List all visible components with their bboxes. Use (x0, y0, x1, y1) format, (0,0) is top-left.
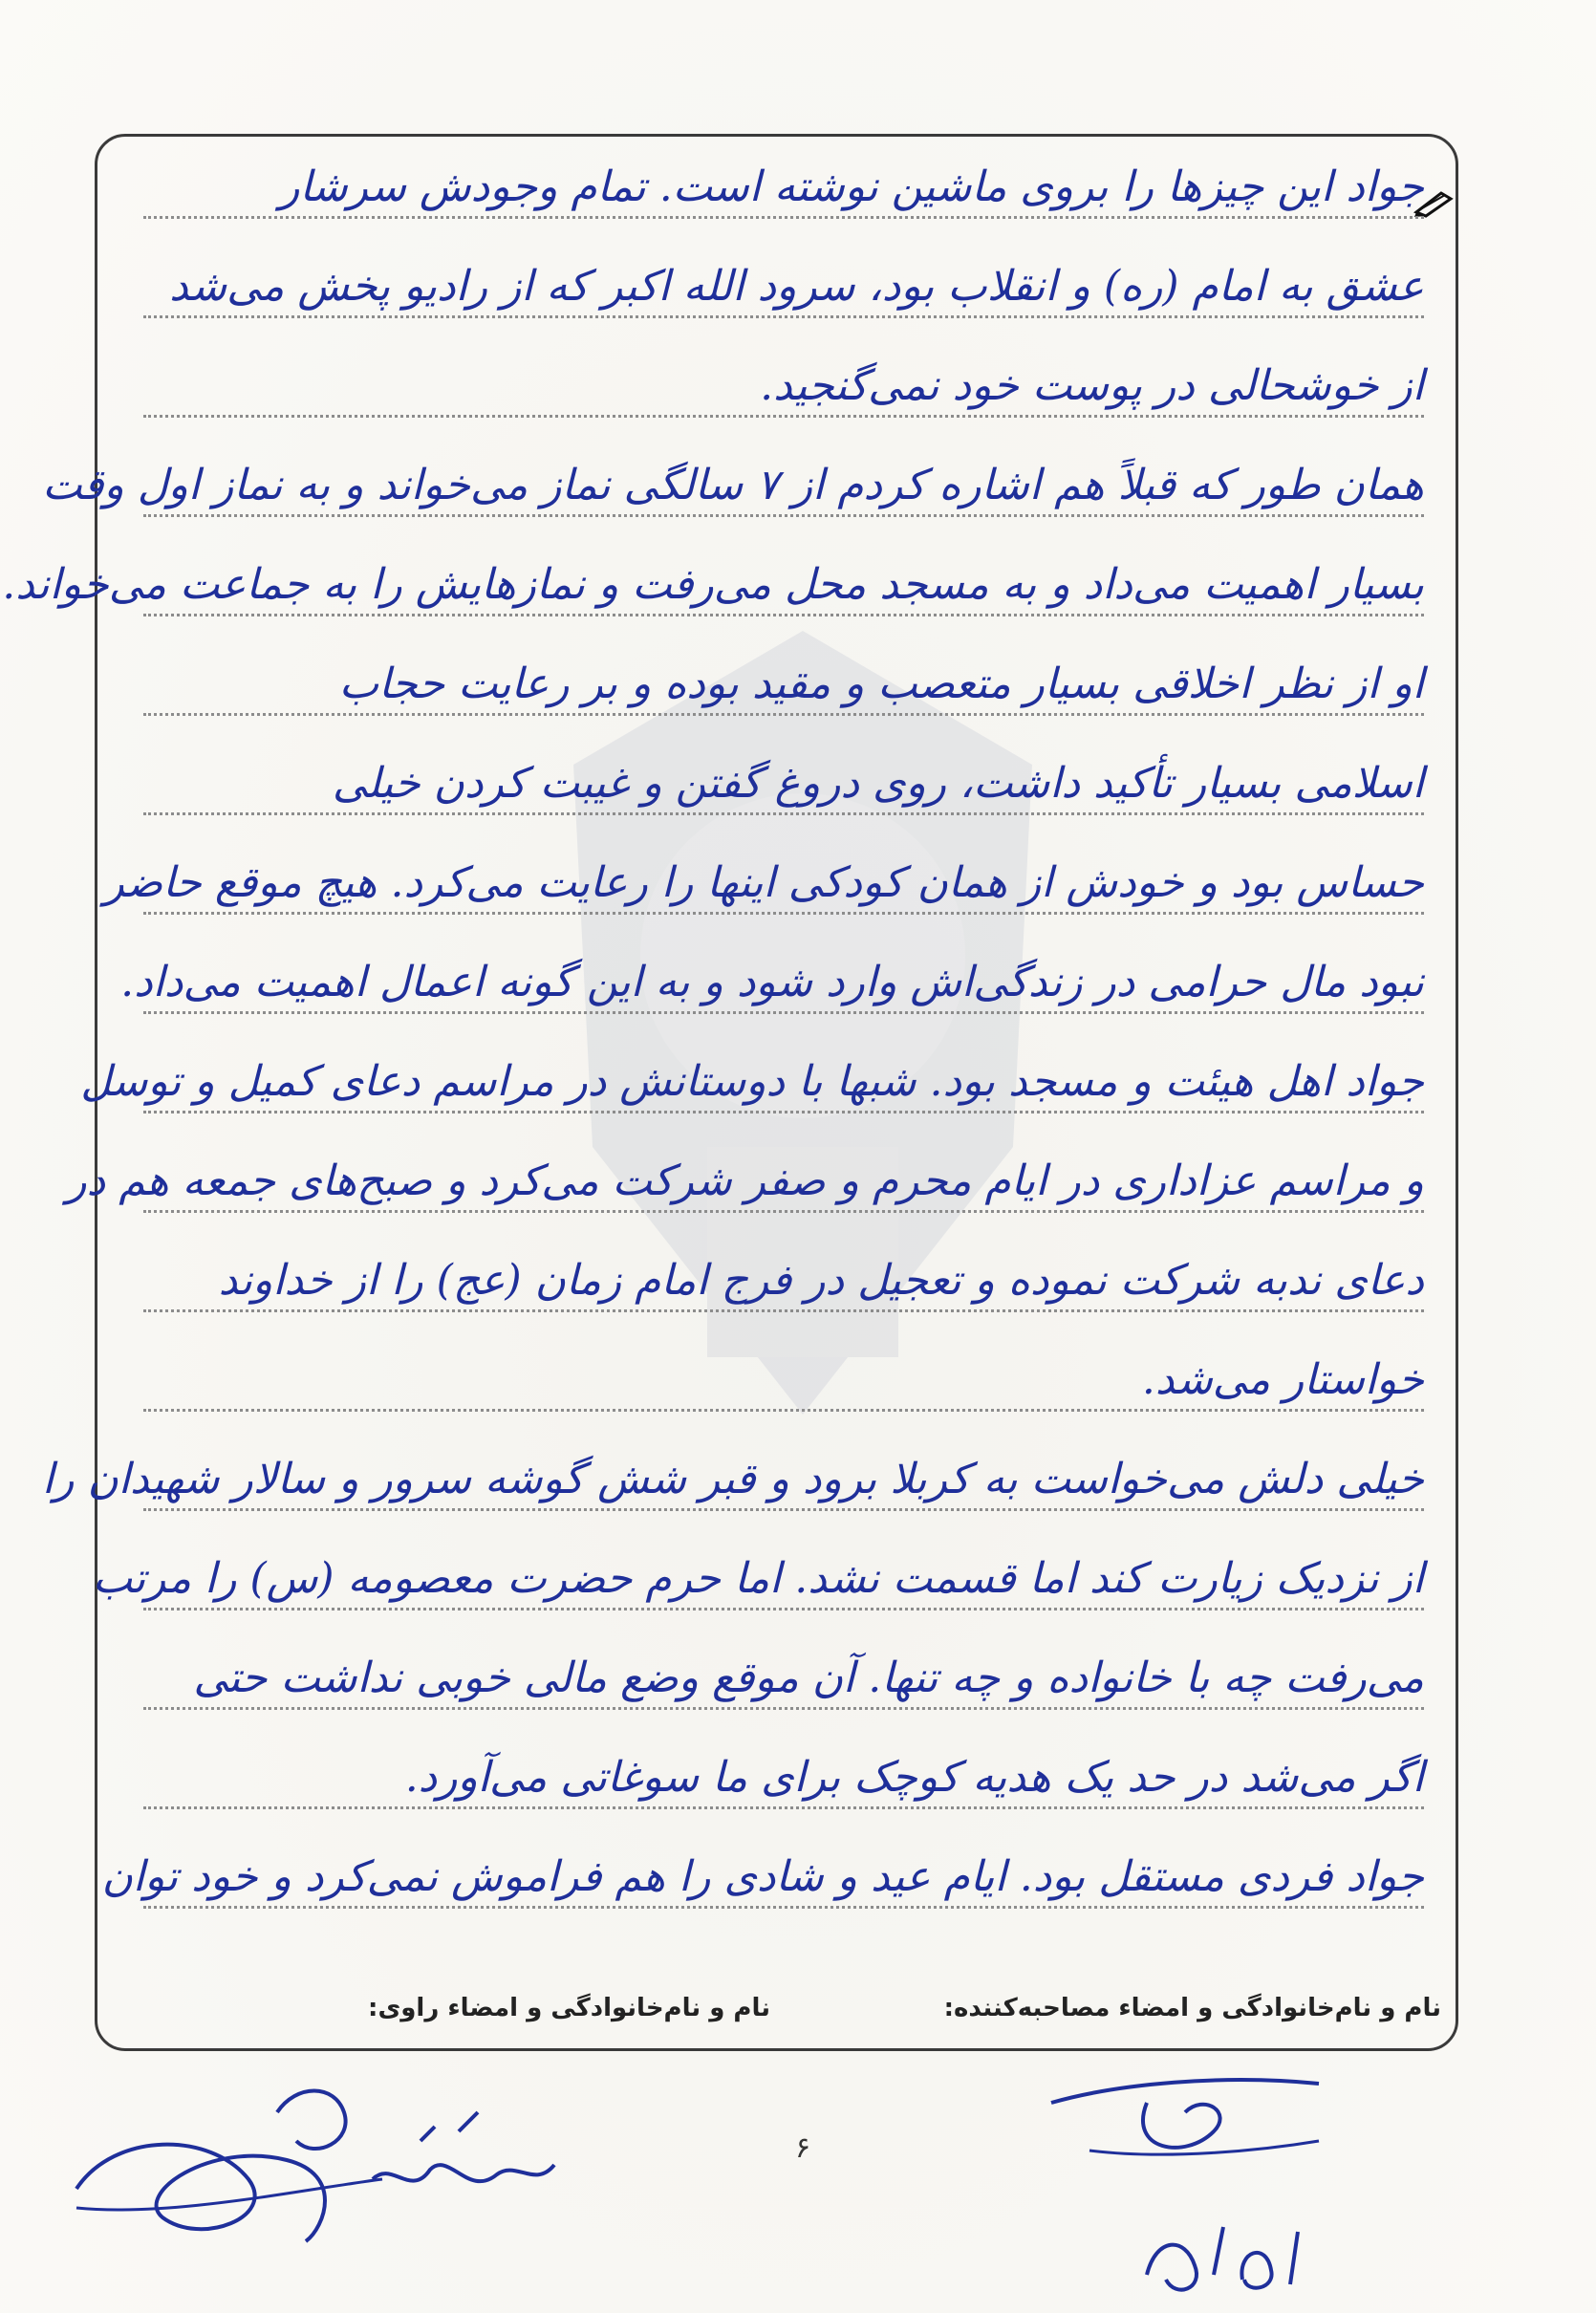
signature-labels (95, 1988, 1458, 2036)
handwritten-line: حساس بود و خودش از همان کودکی اینها را رعایت می‌کرد. هیچ موقع حاضر (103, 858, 1424, 907)
interviewer-signature (1032, 2045, 1395, 2313)
handwritten-line: می‌رفت چه با خانواده و چه تنها. آن موقع وضع مالی خوبی نداشت حتی (193, 1654, 1424, 1702)
handwritten-line: خواستار می‌شد. (1141, 1355, 1424, 1404)
ruled-line (143, 912, 1424, 915)
ruled-line (143, 1309, 1424, 1312)
handwritten-line: نبود مال حرامی در زندگی‌اش وارد شود و به این گونه اعمال اهمیت می‌داد. (120, 958, 1424, 1006)
ruled-line (143, 1210, 1424, 1213)
ruled-line (143, 415, 1424, 418)
ruled-line (143, 1707, 1424, 1710)
ruled-line (143, 315, 1424, 318)
handwritten-line: از نزدیک زیارت کند اما قسمت نشد. اما حرم حضرت معصومه (س) را مرتب (92, 1554, 1424, 1603)
handwritten-line: اسلامی بسیار تأکید داشت، روی دروغ گفتن و غیبت کردن خیلی (332, 759, 1424, 808)
handwritten-line: از خوشحالی در پوست خود نمی‌گنجید. (760, 361, 1424, 410)
handwritten-line: دعای ندبه شرکت نموده و تعجیل در فرج امام زمان (عج) را از خداوند (218, 1256, 1424, 1305)
handwritten-line: او از نظر اخلاقی بسیار متعصب و مقید بوده و بر رعایت حجاب (338, 659, 1424, 708)
ruled-line (143, 1011, 1424, 1014)
ruled-line (143, 713, 1424, 716)
ruled-line (143, 614, 1424, 616)
narrator-signature-label: نام و نام‌خانوادگی و امضاء راوی: (368, 1994, 770, 2022)
ruled-line (143, 1111, 1424, 1113)
handwritten-line: و مراسم عزاداری در ایام محرم و صفر شرکت می‌کرد و صبح‌های جمعه هم در (66, 1156, 1424, 1205)
ruled-line (143, 1906, 1424, 1909)
ruled-line (143, 812, 1424, 815)
handwritten-line: عشق به امام (ره) و انقلاب بود، سرود الله اکبر که از رادیو پخش می‌شد (169, 262, 1424, 311)
ruled-line (143, 216, 1424, 219)
handwritten-line: خیلی دلش می‌خواست به کربلا برود و قبر شش گوشه سرور و سالار شهیدان را (42, 1455, 1424, 1503)
handwritten-line: جواد فردی مستقل بود. ایام عید و شادی را هم فراموش نمی‌کرد و خود توان (101, 1852, 1424, 1901)
handwritten-line: همان طور که قبلاً هم اشاره کردم از ۷ سالگی نماز می‌خواند و به نماز اول وقت (42, 461, 1424, 509)
ruled-line (143, 514, 1424, 517)
ruled-line (143, 1508, 1424, 1511)
narrator-signature (57, 2074, 593, 2265)
handwritten-line: جواد این چیزها را بروی ماشین نوشته است. تمام وجودش سرشار (279, 162, 1424, 211)
ruled-line (143, 1608, 1424, 1610)
handwritten-line: جواد اهل هیئت و مسجد بود. شبها با دوستانش در مراسم دعای کمیل و توسل (80, 1057, 1424, 1106)
ruled-line (143, 1409, 1424, 1412)
handwritten-line: بسیار اهمیت می‌داد و به مسجد محل می‌رفت و نمازهایش را به جماعت می‌خواند. (2, 560, 1424, 609)
page-number: ۶ (794, 2131, 811, 2165)
handwritten-line: اگر می‌شد در حد یک هدیه کوچک برای ما سوغاتی می‌آورد. (404, 1753, 1424, 1802)
ruled-line (143, 1806, 1424, 1809)
interviewer-signature-label: نام و نام‌خانوادگی و امضاء مصاحبه‌کننده: (943, 1994, 1441, 2022)
